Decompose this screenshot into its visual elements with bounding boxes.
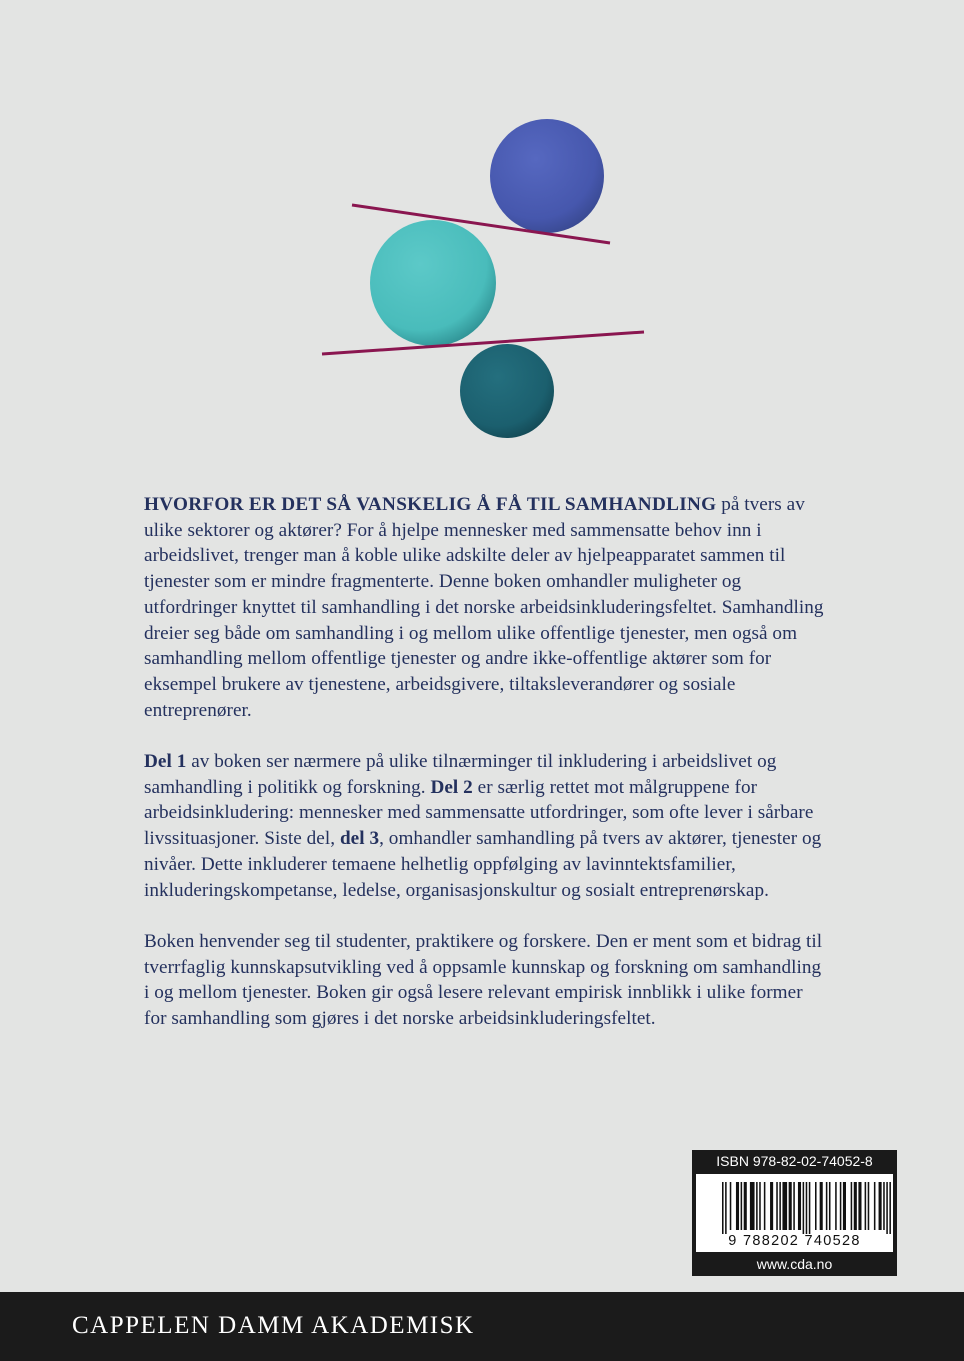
barcode-bar [886,1182,888,1234]
barcode-bar [889,1182,891,1234]
barcode-bar [730,1182,732,1230]
text-run: Del 2 [430,776,473,798]
barcode-bar [874,1182,876,1230]
publisher-name: CAPPELEN DAMM AKADEMISK [72,1312,475,1339]
barcode-bar [725,1182,727,1234]
blurb-paragraph-3 [144,929,824,1032]
barcode [696,1174,893,1252]
top-sphere [490,119,604,233]
barcode-bar [809,1182,811,1234]
balancing-spheres-illustration [300,100,680,460]
text-run: , omhandler samhandling på tvers av aktører, tjenester og nivåer. Dette inkluderer temaene helhetlig oppfølging av lavinntektsfamilier, inkluderingskompetanse, ledelse, organisasjonskultur og sosialt entreprenørskap. [144,828,822,901]
barcode-digits: 9 788202 740528 [728,1233,861,1249]
barcode-bar [779,1182,781,1230]
barcode-bar [722,1182,724,1234]
barcode-bar [840,1182,842,1230]
barcode-bar [744,1182,747,1230]
barcode-bar [843,1182,846,1230]
barcode-bar [750,1182,755,1230]
barcode-bar [803,1182,805,1234]
barcode-bar [815,1182,817,1230]
bottom-sphere [460,344,554,438]
barcode-bar [820,1182,823,1230]
isbn-label: ISBN 978-82-02-74052-8 [716,1153,873,1169]
isbn-barcode-box [692,1150,897,1276]
text-run: er særlig rettet mot målgruppene for arbeidsinkludering: mennesker med sammensatte utfordringer, som ofte lever i sårbare livssituasjoner. Siste del, [144,776,814,850]
publisher-footer [0,1292,964,1361]
barcode-bar [865,1182,867,1230]
barcode-bar [782,1182,787,1230]
barcode-bar [883,1182,885,1230]
text-run: på tvers av ulike sektorer og aktører? For å hjelpe mennesker med sammensatte behov inn i arbeidslivet, trenger man å koble ulike adskilte deler av hjelpeapparatet sammen til tjenester som er mindre fragmenterte. Denne boken omhandler muligheter og utfordringer knyttet til samhandling i det norske arbeidsinkluderingsfeltet. Samhandling dreier seg både om samhandling i og mellom ulike offentlige tjenester, men også om samhandling mellom offentlige tjenester og andre ikke-offentlige aktører som for eksempel brukere av tjenestene, arbeidsgivere, tiltaksleverandører og sosiale entreprenører. [144,494,824,721]
barcode-bar [770,1182,773,1230]
text-run: Boken henvender seg til studenter, praktikere og forskere. Den er ment som et bidrag til tverrfaglig kunnskapsutvikling ved å oppsamle kunnskap og forskning om samhandling i og mellom tjenester. Boken gir også lesere relevant empirisk innblikk i ulike former for samhandling som gjøres i det norske arbeidsinkluderingsfeltet. [144,930,823,1030]
text-run: av boken ser nærmere på ulike tilnærminger til inkludering i arbeidslivet og samhandling i politikk og forskning. [144,751,777,798]
barcode-bars [696,1174,893,1234]
back-cover-blurb [144,492,824,1032]
barcode-bar [789,1182,792,1230]
barcode-bar [793,1182,795,1230]
text-run: del 3 [339,828,380,850]
barcode-bar [806,1182,808,1234]
barcode-bar [798,1182,801,1230]
barcode-bar [835,1182,837,1230]
barcode-bar [858,1182,861,1230]
middle-sphere [370,220,496,346]
barcode-bar [854,1182,857,1230]
barcode-bar [868,1182,870,1230]
barcode-bar [759,1182,761,1230]
barcode-bar [764,1182,766,1230]
text-run: Del 1 [144,751,187,773]
barcode-bar [879,1182,882,1230]
barcode-bar [736,1182,739,1230]
blurb-paragraph-1 [144,492,824,723]
barcode-bar [756,1182,758,1230]
barcode-bar [741,1182,743,1230]
website-label: www.cda.no [756,1256,833,1272]
blurb-paragraph-2 [144,749,824,903]
barcode-bar [826,1182,828,1230]
barcode-bar [829,1182,831,1230]
text-run: HVORFOR ER DET SÅ VANSKELIG Å FÅ TIL SAMHANDLING [144,494,717,515]
barcode-bar [851,1182,853,1230]
barcode-bar [776,1182,778,1230]
